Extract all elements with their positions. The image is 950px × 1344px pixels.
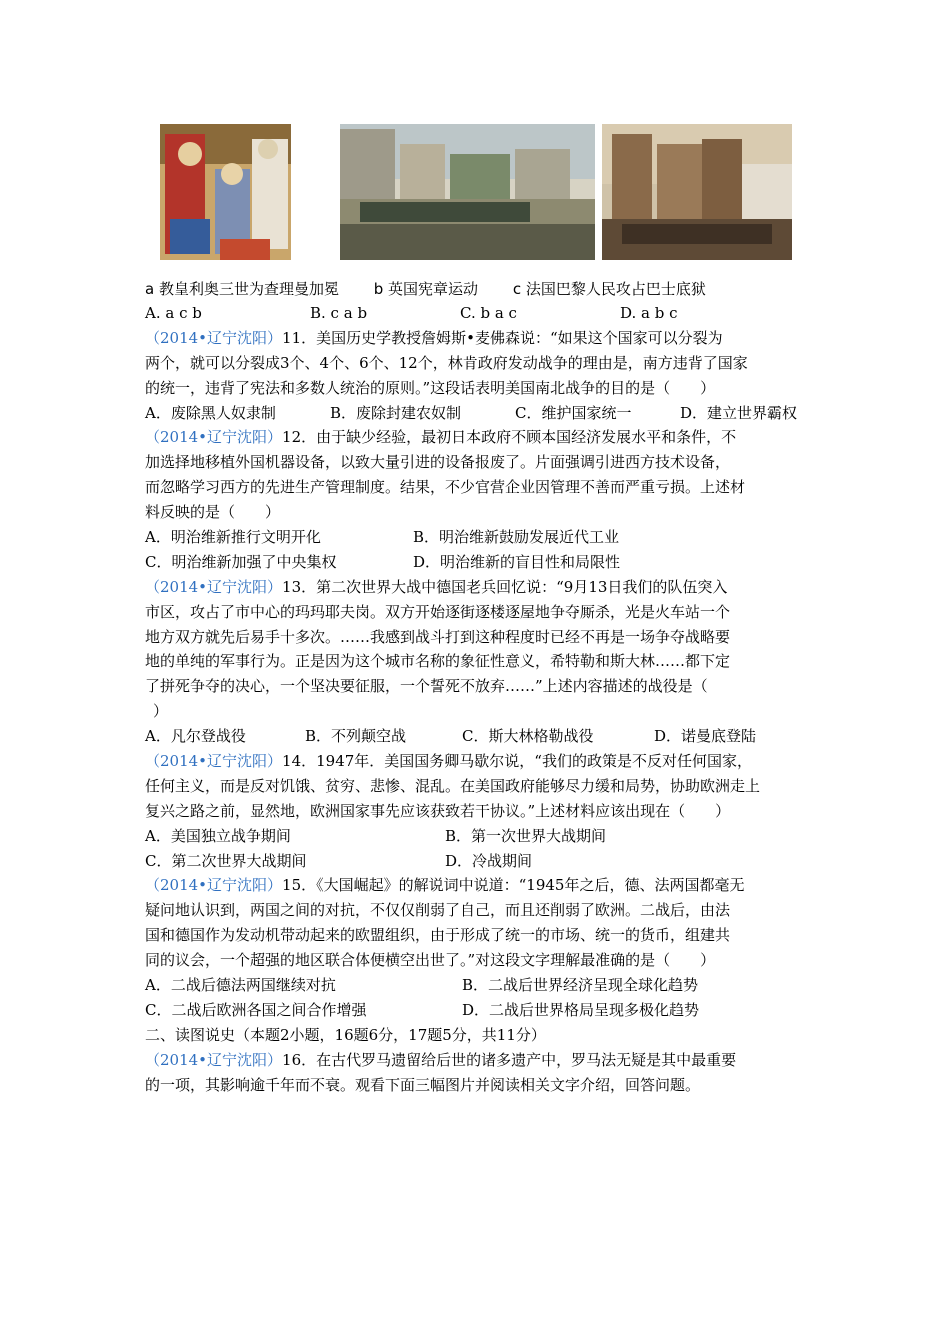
q11-source: （2014•辽宁沈阳）	[145, 328, 283, 347]
section-2-heading: 二、读图说史（本题2小题，16题6分，17题5分，共11分）	[145, 1025, 546, 1044]
question-text	[145, 301, 810, 1098]
q13-option-c: C．斯大林格勒战役	[462, 727, 594, 746]
q13-option-b: B．不列颠空战	[305, 727, 407, 746]
q15-option-b: B．二战后世界经济呈现全球化趋势	[462, 976, 699, 995]
caption-b: b 英国宪章运动	[373, 280, 479, 298]
q14-option-c: C．第二次世界大战期间	[145, 851, 307, 870]
q11-option-d: D．建立世界霸权	[680, 403, 798, 422]
q12-source: （2014•辽宁沈阳）	[145, 428, 283, 447]
q15-source: （2014•辽宁沈阳）	[145, 876, 283, 895]
q16-line-1	[145, 1048, 810, 1073]
q13-line-6: ）	[153, 702, 169, 721]
q15-line-1	[145, 873, 810, 898]
q15-text-1: 15．《大国崛起》的解说词中说道：“1945年之后，德、法两国都毫无	[282, 876, 745, 895]
q10-option-c: C. b a c	[460, 304, 517, 322]
q14-option-b: B．第一次世界大战期间	[445, 826, 607, 845]
q11-line-1	[145, 326, 810, 351]
q13-line-3: 地方双方就先后易手十多次。……我感到战斗打到这种程度时已经不再是一场争夺战略要	[145, 627, 731, 646]
q14-options-row-2	[145, 849, 810, 874]
caption-c: c 法国巴黎人民攻占巴士底狱	[512, 280, 706, 298]
q12-line-4: 料反映的是（ ）	[145, 503, 281, 522]
q13-options	[145, 724, 810, 749]
q15-option-d: D．二战后世界格局呈现多极化趋势	[462, 1000, 700, 1019]
q10-option-b: B. c a b	[310, 304, 368, 322]
q11-line-3: 的统一，违背了宪法和多数人统治的原则。”这段话表明美国南北战争的目的是（ ）	[145, 378, 716, 397]
q16-text-1: 16．在古代罗马遗留给后世的诸多遗产中，罗马法无疑是其中最重要	[282, 1050, 737, 1069]
q15-line-4: 同的议会，一个超强的地区联合体便横空出世了。”对这段文字理解最准确的是（ ）	[145, 951, 716, 970]
q12-option-a: A．明治维新推行文明开化	[145, 528, 321, 547]
q15-option-a: A．二战后德法两国继续对抗	[145, 976, 336, 995]
image-captions	[145, 278, 736, 299]
q14-line-2: 任何主义，而是反对饥饿、贫穷、悲惨、混乱。在美国政府能够尽力缓和局势，协助欧洲走上	[145, 776, 761, 795]
q12-options-row-2	[145, 550, 810, 575]
q12-option-d: D．明治维新的盲目性和局限性	[413, 552, 621, 571]
q13-option-a: A．凡尔登战役	[145, 727, 246, 746]
q13-source: （2014•辽宁沈阳）	[145, 577, 283, 596]
q11-option-a: A．废除黑人奴隶制	[145, 403, 276, 422]
q15-option-c: C．二战后欧洲各国之间合作增强	[145, 1000, 367, 1019]
q10-options	[145, 301, 810, 326]
q13-text-1: 13．第二次世界大战中德国老兵回忆说：“9月13日我们的队伍突入	[282, 577, 728, 596]
q14-source: （2014•辽宁沈阳）	[145, 752, 283, 771]
q11-line-2: 两个，就可以分裂成3个、4个、6个、12个，林肯政府发动战争的理由是，南方违背了国家	[145, 353, 748, 372]
q16-line-2: 的一项，其影响逾千年而不衰。观看下面三幅图片并阅读相关文字介绍，回答问题。	[145, 1075, 701, 1094]
q11-options	[145, 401, 810, 426]
q13-line-4: 地的单纯的军事行为。正是因为这个城市名称的象征性意义，希特勒和斯大林……都下定	[145, 652, 731, 671]
q15-options-row-2	[145, 998, 810, 1023]
coronation-painting-icon	[160, 124, 291, 260]
q12-option-b: B．明治维新鼓励发展近代工业	[413, 528, 620, 547]
q13-line-1	[145, 575, 810, 600]
q12-line-1	[145, 425, 810, 450]
q13-line-5: 了拼死争夺的决心，一个坚决要征服，一个誓死不放弃……”上述内容描述的战役是（	[145, 677, 708, 696]
q15-options-row-1	[145, 973, 810, 998]
caption-a: a 教皇利奥三世为查理曼加冕	[145, 280, 339, 298]
q14-option-a: A．美国独立战争期间	[145, 826, 291, 845]
q12-text-1: 12．由于缺少经验，最初日本政府不顾本国经济发展水平和条件，不	[282, 428, 737, 447]
q12-option-c: C．明治维新加强了中央集权	[145, 552, 337, 571]
q12-line-3: 而忽略学习西方的先进生产管理制度。结果，不少官营企业因管理不善而严重亏损。上述材	[145, 478, 746, 497]
q10-option-a: A. a c b	[145, 304, 202, 322]
q14-line-3: 复兴之路之前，显然地，欧洲国家事先应该获致若干协议。”上述材料应该出现在（ ）	[145, 801, 731, 820]
q11-text-1: 11．美国历史学教授詹姆斯•麦佛森说：“如果这个国家可以分裂为	[282, 328, 723, 347]
q11-option-c: C．维护国家统一	[515, 403, 632, 422]
q14-option-d: D．冷战期间	[445, 851, 533, 870]
bastille-storming-painting-icon	[602, 124, 792, 260]
q11-option-b: B．废除封建农奴制	[330, 403, 462, 422]
q12-line-2: 加选择地移植外国机器设备，以致大量引进的设备报废了。片面强调引进西方技术设备，	[145, 453, 731, 472]
q14-text-1: 14．1947年．美国国务卿马歇尔说，“我们的政策是不反对任何国家，	[282, 752, 752, 771]
q12-options-row-1	[145, 525, 810, 550]
q16-source: （2014•辽宁沈阳）	[145, 1050, 283, 1069]
q13-line-2: 市区，攻占了市中心的玛玛耶夫岗。双方开始逐街逐楼逐屋地争夺厮杀，光是火车站一个	[145, 602, 731, 621]
q13-option-d: D．诺曼底登陆	[654, 727, 757, 746]
q10-option-d: D. a b c	[620, 304, 678, 322]
q14-line-1	[145, 749, 810, 774]
q15-line-3: 国和德国作为发动机带动起来的欧盟组织，由于形成了统一的市场、统一的货币，组建共	[145, 926, 731, 945]
image-row	[160, 124, 792, 260]
q14-options-row-1	[145, 824, 810, 849]
chartist-procession-painting-icon	[340, 124, 595, 260]
q15-line-2: 疑问地认识到，两国之间的对抗，不仅仅削弱了自己，而且还削弱了欧洲。二战后，由法	[145, 901, 731, 920]
